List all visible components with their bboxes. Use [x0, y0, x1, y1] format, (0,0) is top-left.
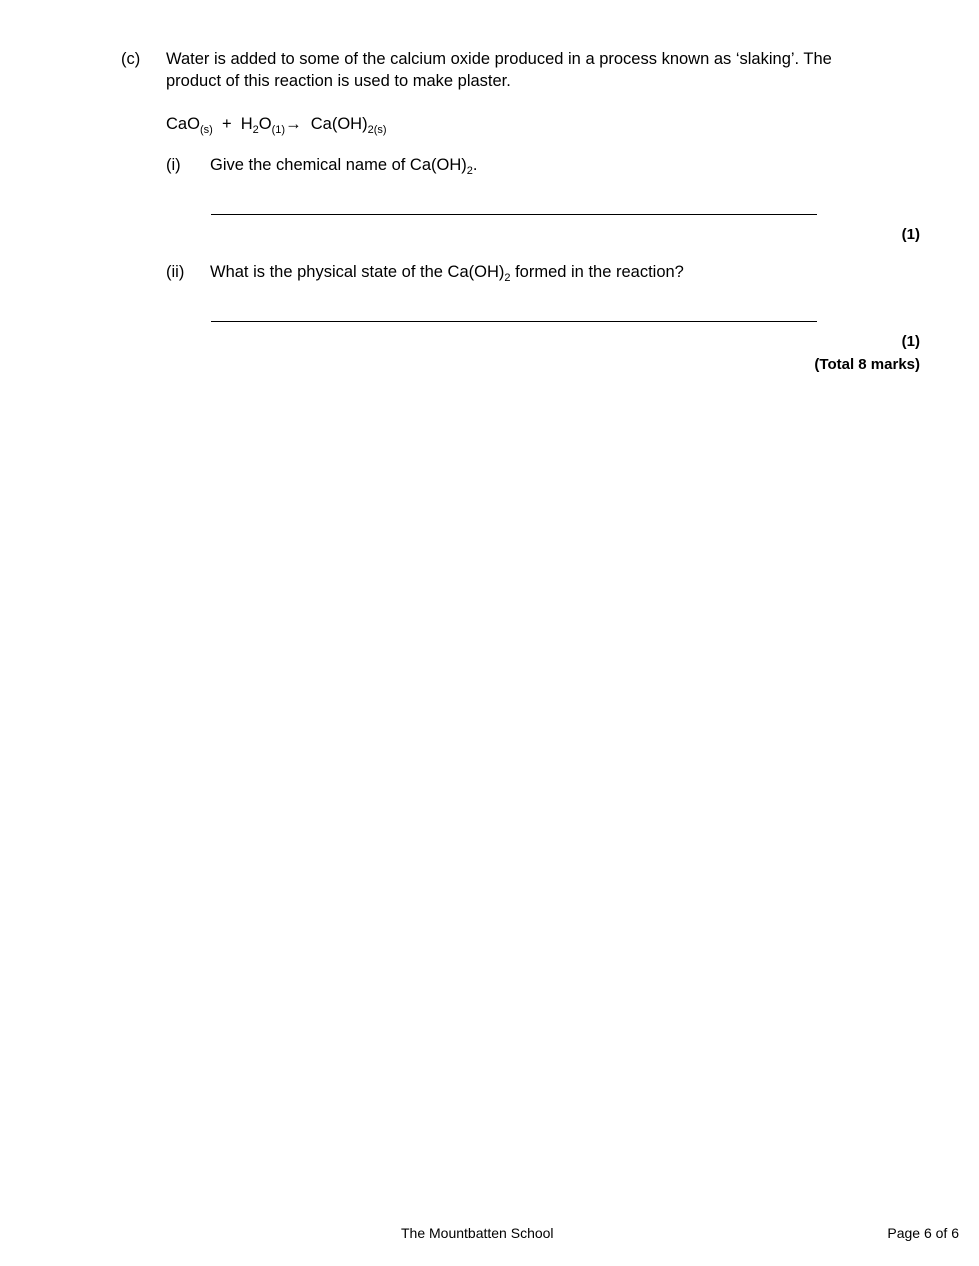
chemical-equation: [166, 115, 387, 134]
total-marks: (Total 8 marks): [814, 356, 920, 373]
eq-h: H: [240, 115, 253, 133]
eq-o: O: [258, 115, 272, 133]
sub-i-text: [210, 156, 477, 175]
answer-line-ii[interactable]: [211, 321, 817, 322]
sub-ii-tail: formed in the reaction?: [510, 263, 684, 281]
sub-i-subscript: 2: [466, 165, 473, 177]
sub-i-label: (i): [166, 156, 181, 174]
sub-ii-label: (ii): [166, 263, 185, 281]
sub-ii-text: [210, 263, 684, 282]
sub-ii-question: What is the physical state of the Ca(OH): [210, 263, 505, 281]
answer-line-i[interactable]: [211, 214, 817, 215]
eq-cao-state: (s): [199, 124, 213, 136]
eq-h2: 2: [252, 124, 259, 136]
eq-h2o-state: (1): [271, 124, 286, 136]
sub-i-tail: .: [472, 156, 478, 174]
marks-i: (1): [901, 226, 920, 243]
eq-arrow: →: [285, 115, 302, 133]
eq-product: Ca(OH): [310, 115, 368, 133]
sub-ii-subscript: 2: [504, 272, 511, 284]
sub-i-question: Give the chemical name of Ca(OH): [210, 156, 467, 174]
footer-school: The Mountbatten School: [401, 1225, 554, 1241]
part-label: (c): [121, 50, 141, 68]
eq-cao: CaO: [166, 115, 200, 133]
intro-line-2: product of this reaction is used to make plaster.: [166, 72, 511, 90]
marks-ii: (1): [901, 333, 920, 350]
eq-product-state: 2(s): [367, 124, 387, 136]
footer-page-number: Page 6 of 6: [887, 1225, 959, 1241]
eq-plus: +: [221, 115, 232, 133]
intro-line-1: Water is added to some of the calcium oxide produced in a process known as ‘slaking’. The: [166, 50, 832, 68]
